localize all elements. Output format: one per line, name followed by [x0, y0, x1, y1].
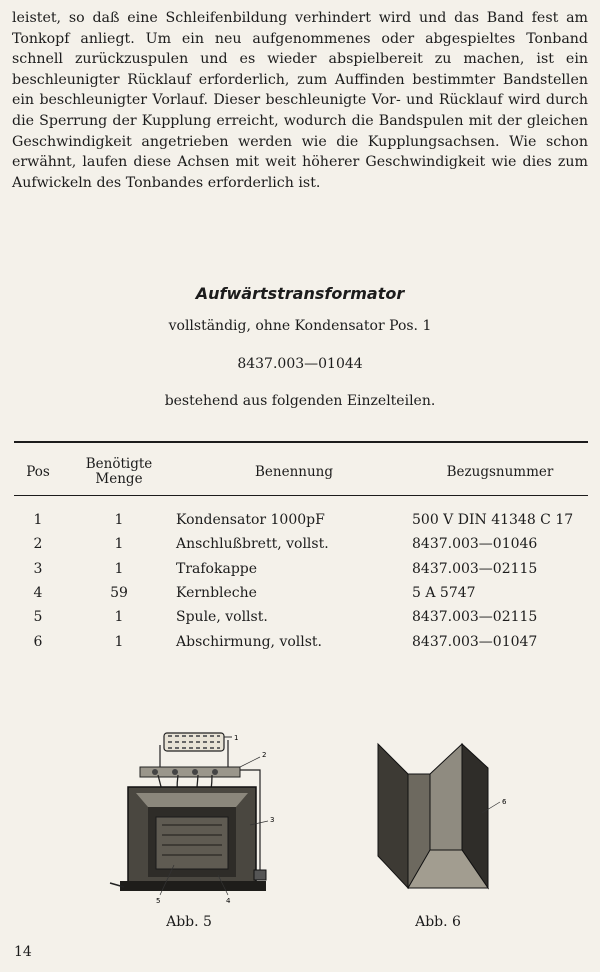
table-header-row [14, 452, 588, 492]
table-row [14, 629, 588, 653]
callout-3: 3 [270, 816, 275, 824]
cell-quantity: 1 [114, 512, 124, 529]
cell-quantity: 1 [114, 560, 124, 577]
cell-name: Trafokappe [176, 560, 258, 577]
callout-1: 1 [234, 734, 239, 742]
shield-u-bracket-drawing [378, 744, 488, 888]
figure-6-caption: Abb. 6 [415, 914, 461, 930]
section-subtitle: vollständig, ohne Kondensator Pos. 1 [168, 318, 432, 334]
cell-pos: 4 [33, 585, 43, 602]
header-quantity-line1: Benötigte [85, 456, 153, 472]
cell-pos: 6 [33, 633, 43, 650]
capacitor-drawing [160, 733, 232, 770]
header-name: Benennung [254, 463, 333, 480]
cell-quantity: 1 [114, 633, 124, 650]
table-row [14, 508, 588, 532]
cell-name: Kondensator 1000pF [176, 512, 325, 529]
cell-pos: 3 [33, 560, 43, 577]
intro-paragraph: leistet, so daß eine Schleifenbildung verhindert wird und das Band fest am Tonkopf anliegt. Um ein neu aufgenommenes oder abgespieltes Tonband schnell zurückzuspulen und es wieder abspielbereit zu machen, ist ein beschleunigter Rücklauf erforderlich, zum Auffinden bestimmter Bandstellen ein beschleunigter Vorlauf. Dieser beschleunigte Vor- und Rücklauf wird durch die Sperrung der Kupplung erreicht, wodurch die Bandspulen mit der gleichen Geschwindigkeit angetrieben werden wie die Kupplungsachsen. Wie schon erwähnt, laufen diese Achsen mit weit höherer Geschwindigkeit wie dies zum Aufwickeln des Tonbandes erforderlich ist. [12, 10, 588, 191]
cell-reference: 8437.003—02115 [412, 609, 538, 626]
cell-reference: 500 V DIN 41348 C 17 [412, 512, 574, 529]
cell-name: Kernbleche [176, 585, 257, 602]
header-quantity [62, 452, 176, 492]
cell-reference: 8437.003—01047 [412, 633, 538, 650]
callout-2: 2 [262, 751, 267, 759]
page-number: 14 [14, 944, 32, 960]
table-row [14, 605, 588, 629]
cell-reference: 5 A 5747 [412, 585, 476, 602]
header-pos: Pos [26, 463, 50, 480]
cell-name: Abschirmung, vollst. [176, 633, 323, 650]
table-row [14, 581, 588, 605]
shielding-illustration [370, 738, 520, 898]
cell-pos: 1 [33, 512, 43, 529]
section-title: Aufwärtstransformator [195, 284, 405, 303]
cell-reference: 8437.003—01046 [412, 536, 538, 553]
table-row [14, 557, 588, 581]
callout-5: 5 [156, 897, 161, 905]
cell-pos: 5 [33, 609, 43, 626]
header-quantity-line2: Menge [95, 471, 143, 487]
cell-quantity: 1 [114, 536, 124, 553]
callout-4: 4 [226, 897, 231, 905]
cell-pos: 2 [33, 536, 43, 553]
cell-name: Anschlußbrett, vollst. [176, 536, 329, 553]
table-row [14, 532, 588, 556]
parts-table [14, 452, 588, 654]
callout-6: 6 [502, 798, 507, 806]
figure-5-caption: Abb. 5 [166, 914, 212, 930]
header-reference: Bezugsnummer [446, 463, 554, 480]
cell-quantity: 59 [110, 585, 128, 602]
transformer-cover-drawing [120, 787, 266, 891]
consisting-of-note: bestehend aus folgenden Einzelteilen. [164, 393, 436, 409]
table-top-rule [14, 441, 588, 443]
cell-quantity: 1 [114, 609, 124, 626]
cell-reference: 8437.003—02115 [412, 560, 538, 577]
transformer-illustration [100, 725, 290, 905]
assembly-part-number: 8437.003—01044 [237, 356, 363, 372]
cell-name: Spule, vollst. [176, 609, 268, 626]
